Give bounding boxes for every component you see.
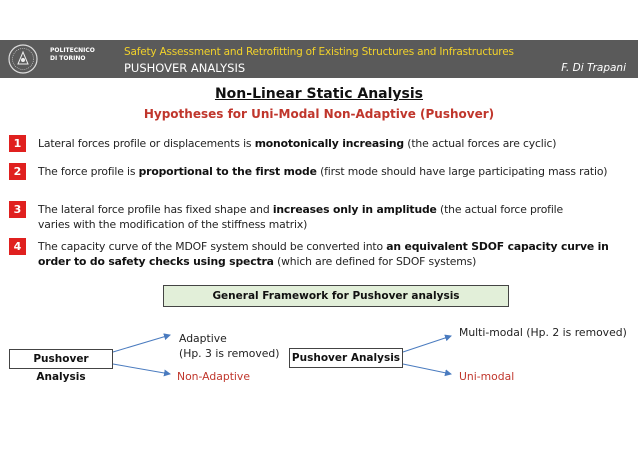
- uni-modal-label: Uni-modal: [459, 370, 515, 383]
- multi-modal-label: Multi-modal (Hp. 2 is removed): [459, 326, 627, 339]
- point-number-badge: 2: [9, 163, 26, 180]
- non-adaptive-label: Non-Adaptive: [177, 370, 250, 383]
- point-bold-text: monotonically increasing: [254, 137, 404, 150]
- logo-text: [50, 47, 95, 63]
- point-text: (which are defined for SDOF systems): [273, 255, 477, 268]
- point-text: (the actual force profile varies with the modification of the stiffness matrix): [38, 203, 564, 231]
- arrow-to-uni-modal: [403, 364, 451, 374]
- point-bold-text: an equivalent SDOF capacity curve in order to do safety checks using spectra: [38, 240, 609, 268]
- pushover-analysis-box-left: Pushover Analysis: [9, 349, 113, 369]
- hypothesis-point-3: [38, 202, 598, 232]
- adaptive-note: (Hp. 3 is removed): [179, 347, 280, 360]
- university-seal-icon: [8, 44, 38, 74]
- hypothesis-point-1: [38, 136, 618, 151]
- point-text: Lateral forces profile or displacements is: [38, 137, 255, 150]
- arrow-to-adaptive: [113, 335, 170, 352]
- author-name: F. Di Trapani: [561, 62, 626, 74]
- adaptive-label: Adaptive: [179, 332, 227, 345]
- point-bold-text: increases only in amplitude: [272, 203, 437, 216]
- section-title: PUSHOVER ANALYSIS: [124, 61, 246, 75]
- course-title: Safety Assessment and Retrofitting of Existing Structures and Infrastructures: [124, 46, 514, 58]
- arrow-to-non-adaptive: [113, 364, 170, 374]
- framework-title-box: General Framework for Pushover analysis: [163, 285, 509, 307]
- point-text: (first mode should have large participating mass ratio): [316, 165, 608, 178]
- point-text: (the actual forces are cyclic): [403, 137, 557, 150]
- slide-subtitle: Hypotheses for Uni-Modal Non-Adaptive (Pushover): [143, 107, 495, 121]
- hypothesis-point-4: [38, 239, 613, 269]
- point-text: The lateral force profile has fixed shape and: [38, 203, 273, 216]
- pushover-analysis-box-right: Pushover Analysis: [289, 348, 403, 368]
- point-text: The force profile is: [38, 165, 139, 178]
- header-band: [0, 40, 638, 78]
- slide-title: Non-Linear Static Analysis: [214, 86, 424, 102]
- point-bold-text: proportional to the first mode: [138, 165, 317, 178]
- point-text: The capacity curve of the MDOF system should be converted into: [38, 240, 387, 253]
- point-number-badge: 3: [9, 201, 26, 218]
- hypothesis-point-2: [38, 164, 618, 179]
- point-number-badge: 4: [9, 238, 26, 255]
- arrow-to-multi-modal: [403, 336, 451, 352]
- point-number-badge: 1: [9, 135, 26, 152]
- logo-line2: DI TORINO: [50, 55, 86, 62]
- logo-line1: POLITECNICO: [50, 47, 95, 54]
